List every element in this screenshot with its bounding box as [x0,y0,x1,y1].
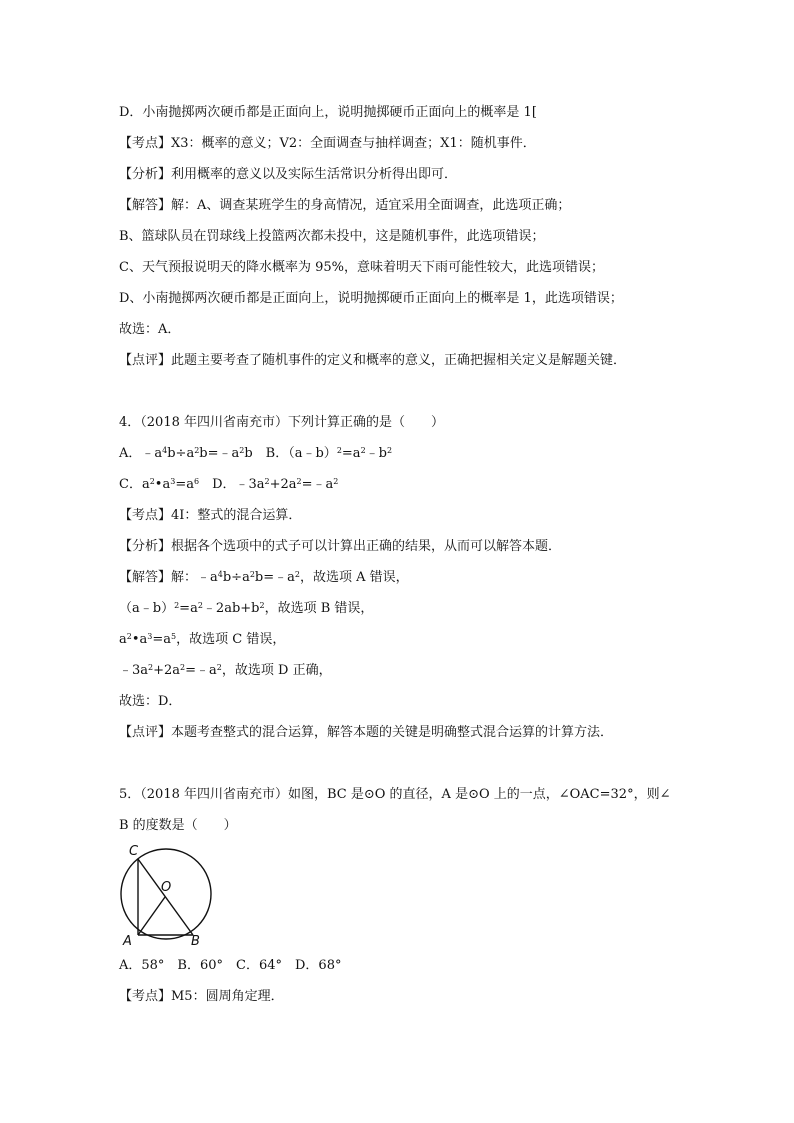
q4-dianping: 【点评】本题考查整式的混合运算，解答本题的关键是明确整式混合运算的计算方法． [119,725,614,740]
q3-jieda-1: 【解答】解：A、调查某班学生的身高情况，适宜采用全面调查，此选项正确； [119,198,571,213]
q5-kaodian: 【考点】M5：圆周角定理． [119,989,284,1004]
q4-jieda-1: 【解答】解：$﹣a^4b\div a^2b=﹣a^2$，故选项 A 错误， [119,570,409,585]
q3-kaodian: 【考点】X3：概率的意义；V2：全面调查与抽样调查；X1：随机事件． [119,136,536,151]
label-a: A [123,934,132,948]
q4-jieda-3: $a^2•a^3=a^5$，故选项 C 错误， [119,632,286,647]
q5-stem-line-2: B 的度数是（ ） [119,818,237,833]
q4-answer: 故选：D． [119,694,182,709]
q3-jieda-3: C、天气预报说明天的降水概率为 95%，意味着明天下雨可能性较大，此选项错误； [119,260,604,275]
q4-jieda-2: $(a﹣b)^2=a^2﹣2ab+b^2$，故选项 B 错误， [119,601,374,616]
q4-fenxi: 【分析】根据各个选项中的式子可以计算出正确的结果，从而可以解答本题． [119,539,562,554]
q4-options-ab: A．$﹣a^4b\div a^2b=﹣a^2b$ B．$(a﹣b)^2=a^2﹣b^2$ [119,446,393,461]
segment-ao [138,897,165,935]
q5-stem-line-1: 5．（2018 年四川省南充市）如图，BC 是⊙O 的直径，A 是⊙O 上的一点，∠OAC=32°，则∠ [119,787,671,802]
q3-option-d: D．小南抛掷两次硬币都是正面向上，说明抛掷硬币正面向上的概率是 1[ [119,105,537,120]
q3-jieda-4: D、小南抛掷两次硬币都是正面向上，说明抛掷硬币正面向上的概率是 1，此选项错误； [119,291,623,306]
q5-circle-figure [117,840,217,948]
q3-dianping: 【点评】此题主要考查了随机事件的定义和概率的意义，正确把握相关定义是解题关键． [119,353,627,368]
q3-fenxi: 【分析】利用概率的意义以及实际生活常识分析得出即可． [119,167,458,182]
q5-options: A．58° B．60° C．64° D．68° [119,958,342,973]
q4-kaodian: 【考点】4I：整式的混合运算． [119,508,302,523]
q4-stem: 4．（2018 年四川省南充市）下列计算正确的是（ ） [119,415,444,430]
q3-answer: 故选：A． [119,322,181,337]
label-c: C [129,844,139,859]
q4-jieda-4: $﹣3a^2+2a^2=﹣a^2$，故选项 D 正确， [119,663,332,678]
label-o: O [161,880,172,895]
q4-options-cd: C．$a^2•a^3=a^6$ D．$﹣3a^2+2a^2=﹣a^2$ [119,477,339,492]
q3-jieda-2: B、篮球队员在罚球线上投篮两次都未投中，这是随机事件，此选项错误； [119,229,545,244]
label-b: B [191,934,200,948]
